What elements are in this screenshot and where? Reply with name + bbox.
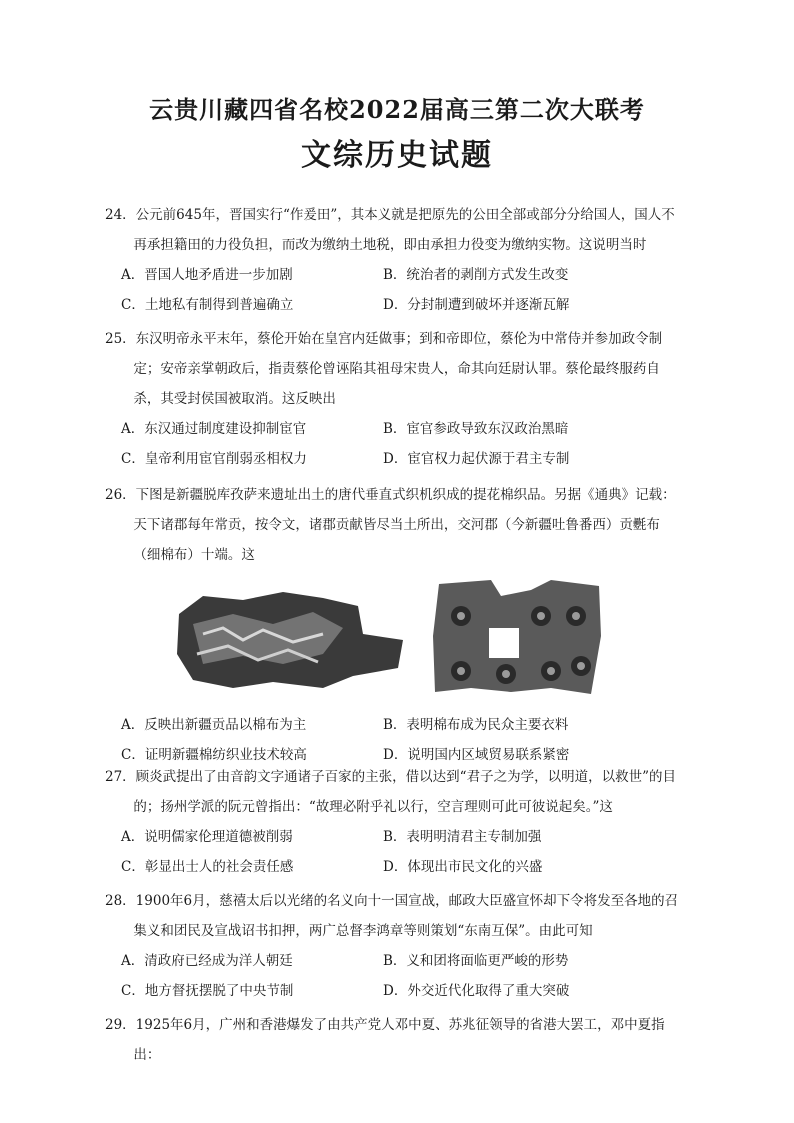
option-c: C．证明新疆棉纺织业技术较高 bbox=[121, 747, 307, 763]
option-a: A．反映出新疆贡品以棉布为主 bbox=[121, 717, 307, 733]
textile-figures bbox=[105, 576, 685, 706]
option-b: B．表明棉布成为民众主要衣料 bbox=[383, 717, 569, 733]
option-a: A．东汉通过制度建设抑制宦官 bbox=[121, 421, 307, 437]
question-stem: 25．东汉明帝永平末年，蔡伦开始在皇宫内廷做事；到和帝即位，蔡伦为中常侍并参加政令制定；安帝亲掌朝政后，指责蔡伦曾诬陷其祖母宋贵人，命其向廷尉认罪。蔡伦最终服药自杀，其受封侯国被取消。这反映出 bbox=[105, 331, 663, 407]
option-d: D．分封制遭到破坏并逐渐瓦解 bbox=[383, 297, 570, 313]
option-a: A．说明儒家伦理道德被削弱 bbox=[121, 829, 293, 845]
question-28 bbox=[105, 886, 685, 1006]
option-c: C．皇帝利用宦官削弱丞相权力 bbox=[121, 451, 307, 467]
question-26 bbox=[105, 480, 685, 770]
option-c: C．彰显出士人的社会责任感 bbox=[121, 859, 294, 875]
option-b: B．统治者的剥削方式发生改变 bbox=[383, 267, 569, 283]
option-b: B．义和团将面临更严峻的形势 bbox=[383, 953, 569, 969]
option-c: C．土地私有制得到普遍确立 bbox=[121, 297, 294, 313]
textile-fragment-image-left bbox=[173, 584, 409, 696]
option-c: C．地方督抚摆脱了中央节制 bbox=[121, 983, 294, 999]
option-d: D．体现出市民文化的兴盛 bbox=[383, 859, 543, 875]
exam-subject-title: 文综历史试题 bbox=[301, 138, 493, 173]
option-d: D．宦官权力起伏源于君主专制 bbox=[383, 451, 570, 467]
question-stem: 27．顾炎武提出了由音韵文字通诸子百家的主张，借以达到“君子之为学，以明道，以救世”的目的；扬州学派的阮元曾指出：“故理必附乎礼以行，空言理则可此可彼说起矣。”这 bbox=[105, 769, 676, 815]
question-27 bbox=[105, 762, 685, 882]
question-24 bbox=[105, 200, 685, 320]
option-b: B．表明明清君主专制加强 bbox=[383, 829, 542, 845]
option-a: A．晋国人地矛盾进一步加剧 bbox=[121, 267, 293, 283]
question-stem: 28．1900年6月，慈禧太后以光绪的名义向十一国宣战，邮政大臣盛宣怀却下令将发至各地的召集义和团民及宣战诏书扣押，两广总督李鸿章等则策划“东南互保”。由此可知 bbox=[105, 893, 679, 939]
question-29 bbox=[105, 1010, 685, 1070]
option-b: B．宦官参政导致东汉政治黑暗 bbox=[383, 421, 569, 437]
exam-title: 云贵川藏四省名校2022届高三第二次大联考 bbox=[149, 95, 645, 124]
question-stem: 29．1925年6月，广州和香港爆发了由共产党人邓中夏、苏兆征领导的省港大罢工，邓中夏指出： bbox=[105, 1017, 665, 1063]
question-25 bbox=[105, 324, 685, 474]
textile-fragment-image-right bbox=[431, 576, 607, 700]
option-a: A．清政府已经成为洋人朝廷 bbox=[121, 953, 293, 969]
option-d: D．外交近代化取得了重大突破 bbox=[383, 983, 570, 999]
question-stem: 24．公元前645年，晋国实行“作爰田”，其本义就是把原先的公田全部或部分分给国人，国人不再承担籍田的力役负担，而改为缴纳土地税，即由承担力役变为缴纳实物。这说明当时 bbox=[105, 207, 675, 253]
option-d: D．说明国内区域贸易联系紧密 bbox=[383, 747, 570, 763]
question-stem: 26．下图是新疆脱库孜萨来遗址出土的唐代垂直式织机织成的提花棉织品。另据《通典》记载：天下诸郡每年常贡，按令文，诸郡贡献皆尽当土所出，交河郡（今新疆吐鲁番西）贡氎布（细棉布）十端。这 bbox=[105, 487, 676, 563]
